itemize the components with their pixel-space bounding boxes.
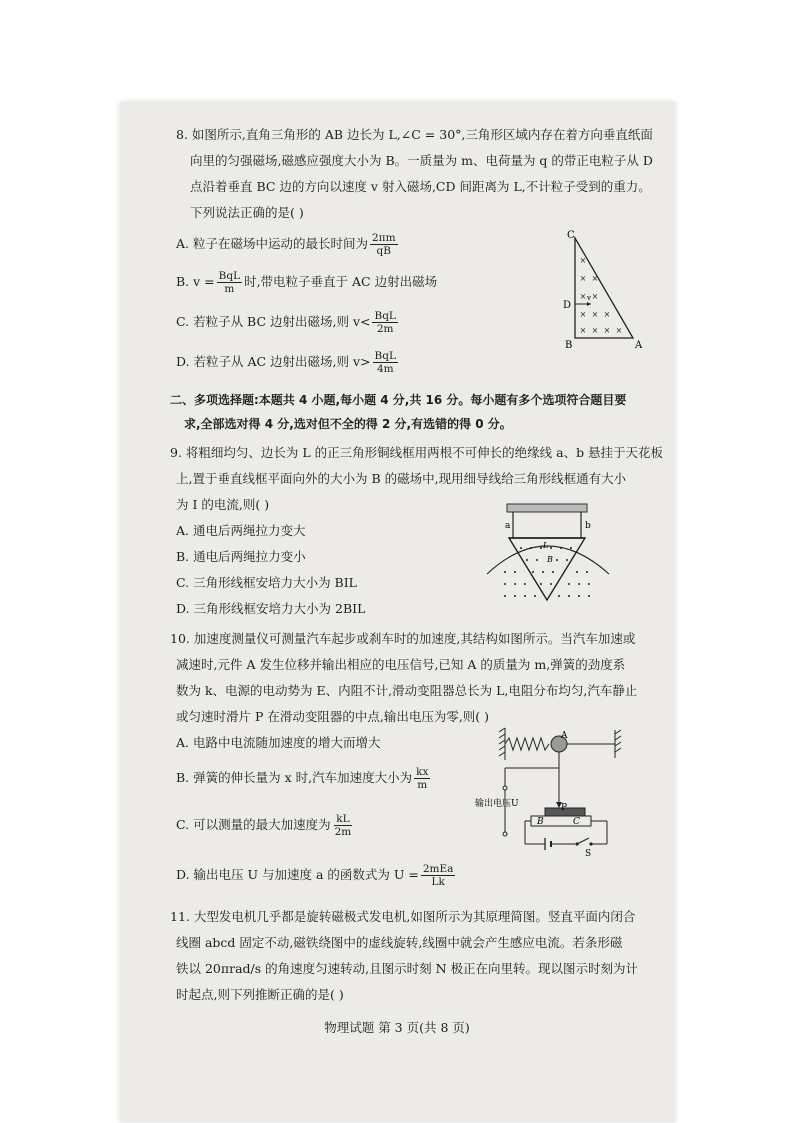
fraction: $\frac{2\pi m}{qB}$ (371, 232, 396, 257)
q8-label-b: B (565, 340, 573, 351)
svg-text:×: × (603, 310, 611, 319)
q11-stem-line: 线圈 abcd 固定不动,磁铁绕图中的虚线旋转,线圈中就会产生感应电流。若条形磁 (176, 935, 623, 950)
q10-stem-line: 10. 加速度测量仪可测量汽车起步或刹车时的加速度,其结构如图所示。当汽车加速或 (170, 631, 636, 646)
q10-label-c: C (573, 817, 580, 827)
q9-label-l: L (543, 541, 549, 550)
q10-label-s: S (585, 849, 592, 859)
q9-stem-line: 9. 将粗细均匀、边长为 L 的正三角形铜线框用两根不可伸长的绝缘线 a、b 悬挂于天花板 (170, 445, 664, 460)
q9-option-d: D. 三角形线框安培力大小为 2BIL (176, 601, 366, 616)
q10-stem-line: 或匀速时滑片 P 在滑动变阻器的中点,输出电压为零,则( ) (176, 709, 490, 724)
q8-triangle-figure (555, 228, 645, 353)
fraction: $\frac{\text{2mEa}}{Lk}$ (422, 863, 454, 888)
svg-text:×: × (603, 326, 611, 335)
fraction: $\frac{kL}{2m}$ (334, 813, 352, 838)
q9-stem-line: 为 I 的电流,则( ) (176, 497, 270, 512)
q8-label-v: v (587, 294, 591, 302)
q8-stem-line: 向里的匀强磁场,磁感应强度大小为 B。一质量为 m、电荷量为 q 的带正电粒子从 D (190, 153, 653, 168)
q9-label-field: B (547, 555, 553, 564)
q11-stem-line: 铁以 20πrad/s 的角速度匀速转动,且图示时刻 N 极正在向里转。现以图示时刻为计 (176, 961, 638, 976)
svg-text:×: × (591, 292, 599, 301)
section-header: 二、多项选择题:本题共 4 小题,每小题 4 分,共 16 分。每小题有多个选项符合题目要 求,全部选对得 4 分,选对但不全的得 2 分,有选错的得 0 分。 (170, 393, 627, 431)
q10-option-d: D. 输出电压 U 与加速度 a 的函数式为 U = $\frac{\text{2mEa}}{Lk}$ (176, 863, 454, 888)
q8-stem-line: 8. 如图所示,直角三角形的 AB 边长为 L,∠C = 30°,三角形区域内存在着方向垂直纸面 (176, 127, 653, 142)
q10-label-b: B (537, 817, 544, 827)
q9-stem-line: 上,置于垂直线框平面向外的大小为 B 的磁场中,现用细导线给三角形线框通有大小 (176, 471, 627, 486)
fraction: $\frac{kx}{m}$ (416, 766, 429, 791)
q8-stem-line: 下列说法正确的是( ) (190, 205, 304, 220)
q10-option-c: C. 可以测量的最大加速度为 $\frac{kL}{2m}$ (176, 813, 352, 838)
q9-label-b: b (585, 521, 591, 531)
question-11 (170, 904, 676, 1008)
fraction: $\frac{\text{BqL}}{4m}$ (374, 350, 396, 375)
fraction: $\frac{\text{BqL}}{2m}$ (374, 310, 396, 335)
q9-label-a: a (505, 521, 511, 531)
q11-stem-line: 11. 大型发电机几乎都是旋转磁极式发电机,如图所示为其原理简图。竖直平面内闭合 (170, 909, 636, 924)
q8-label-c: C (567, 230, 575, 241)
q10-option-b: B. 弹簧的伸长量为 x 时,汽车加速度大小为 $\frac{kx}{m}$ (176, 766, 429, 791)
q10-label-a: A (561, 731, 568, 741)
fraction: $\frac{\text{BqL}}{m}$ (218, 270, 241, 295)
q9-frame-figure (485, 502, 620, 607)
q8-option-c: C. 若粒子从 BC 边射出磁场,则 v< $\frac{\text{BqL}}{2m}$ (176, 310, 396, 335)
q10-option-a: A. 电路中电流随加速度的增大而增大 (176, 735, 381, 750)
svg-text:×: × (591, 310, 599, 319)
wall-right (615, 730, 621, 758)
svg-text:×: × (579, 256, 587, 265)
q9-option-b: B. 通电后两绳拉力变小 (176, 549, 306, 564)
svg-text:×: × (579, 310, 587, 319)
q10-label-p: P (561, 803, 568, 813)
q8-stem-line: 点沿着垂直 BC 边的方向以速度 v 射入磁场,CD 间距离为 L,不计粒子受到的重力。 (190, 179, 651, 194)
q10-circuit-figure (475, 720, 635, 860)
q8-label-d: D (563, 300, 572, 311)
wall-left (499, 728, 505, 760)
svg-text:×: × (579, 326, 587, 335)
q8-option-a: A. 粒子在磁场中运动的最长时间为 $\frac{2\pi m}{qB}$ (176, 232, 396, 257)
page-footer: 物理试题 第 3 页(共 8 页) (324, 1020, 470, 1035)
svg-text:×: × (591, 274, 599, 283)
q11-stem-line: 时起点,则下列推断正确的是( ) (176, 987, 344, 1002)
q9-option-c: C. 三角形线框安培力大小为 BIL (176, 575, 357, 590)
q8-label-a: A (635, 340, 643, 351)
q10-stem-line: 数为 k、电源的电动势为 E、内阻不计,滑动变阻器总长为 L,电阻分布均匀,汽车静止 (176, 683, 638, 698)
q9-option-a: A. 通电后两绳拉力变大 (176, 523, 306, 538)
q8-option-d: D. 若粒子从 AC 边射出磁场,则 v> $\frac{\text{BqL}}{4m}$ (176, 350, 396, 375)
svg-text:×: × (579, 292, 587, 301)
svg-text:×: × (579, 274, 587, 283)
q10-label-output: 输出电压U (475, 799, 519, 809)
q8-option-b: B. v = $\frac{\text{BqL}}{m}$ 时,带电粒子垂直于 AC 边射出磁场 (176, 270, 438, 295)
svg-text:×: × (615, 326, 623, 335)
q10-stem-line: 减速时,元件 A 发生位移并输出相应的电压信号,已知 A 的质量为 m,弹簧的劲度系 (176, 657, 626, 672)
svg-text:×: × (591, 326, 599, 335)
